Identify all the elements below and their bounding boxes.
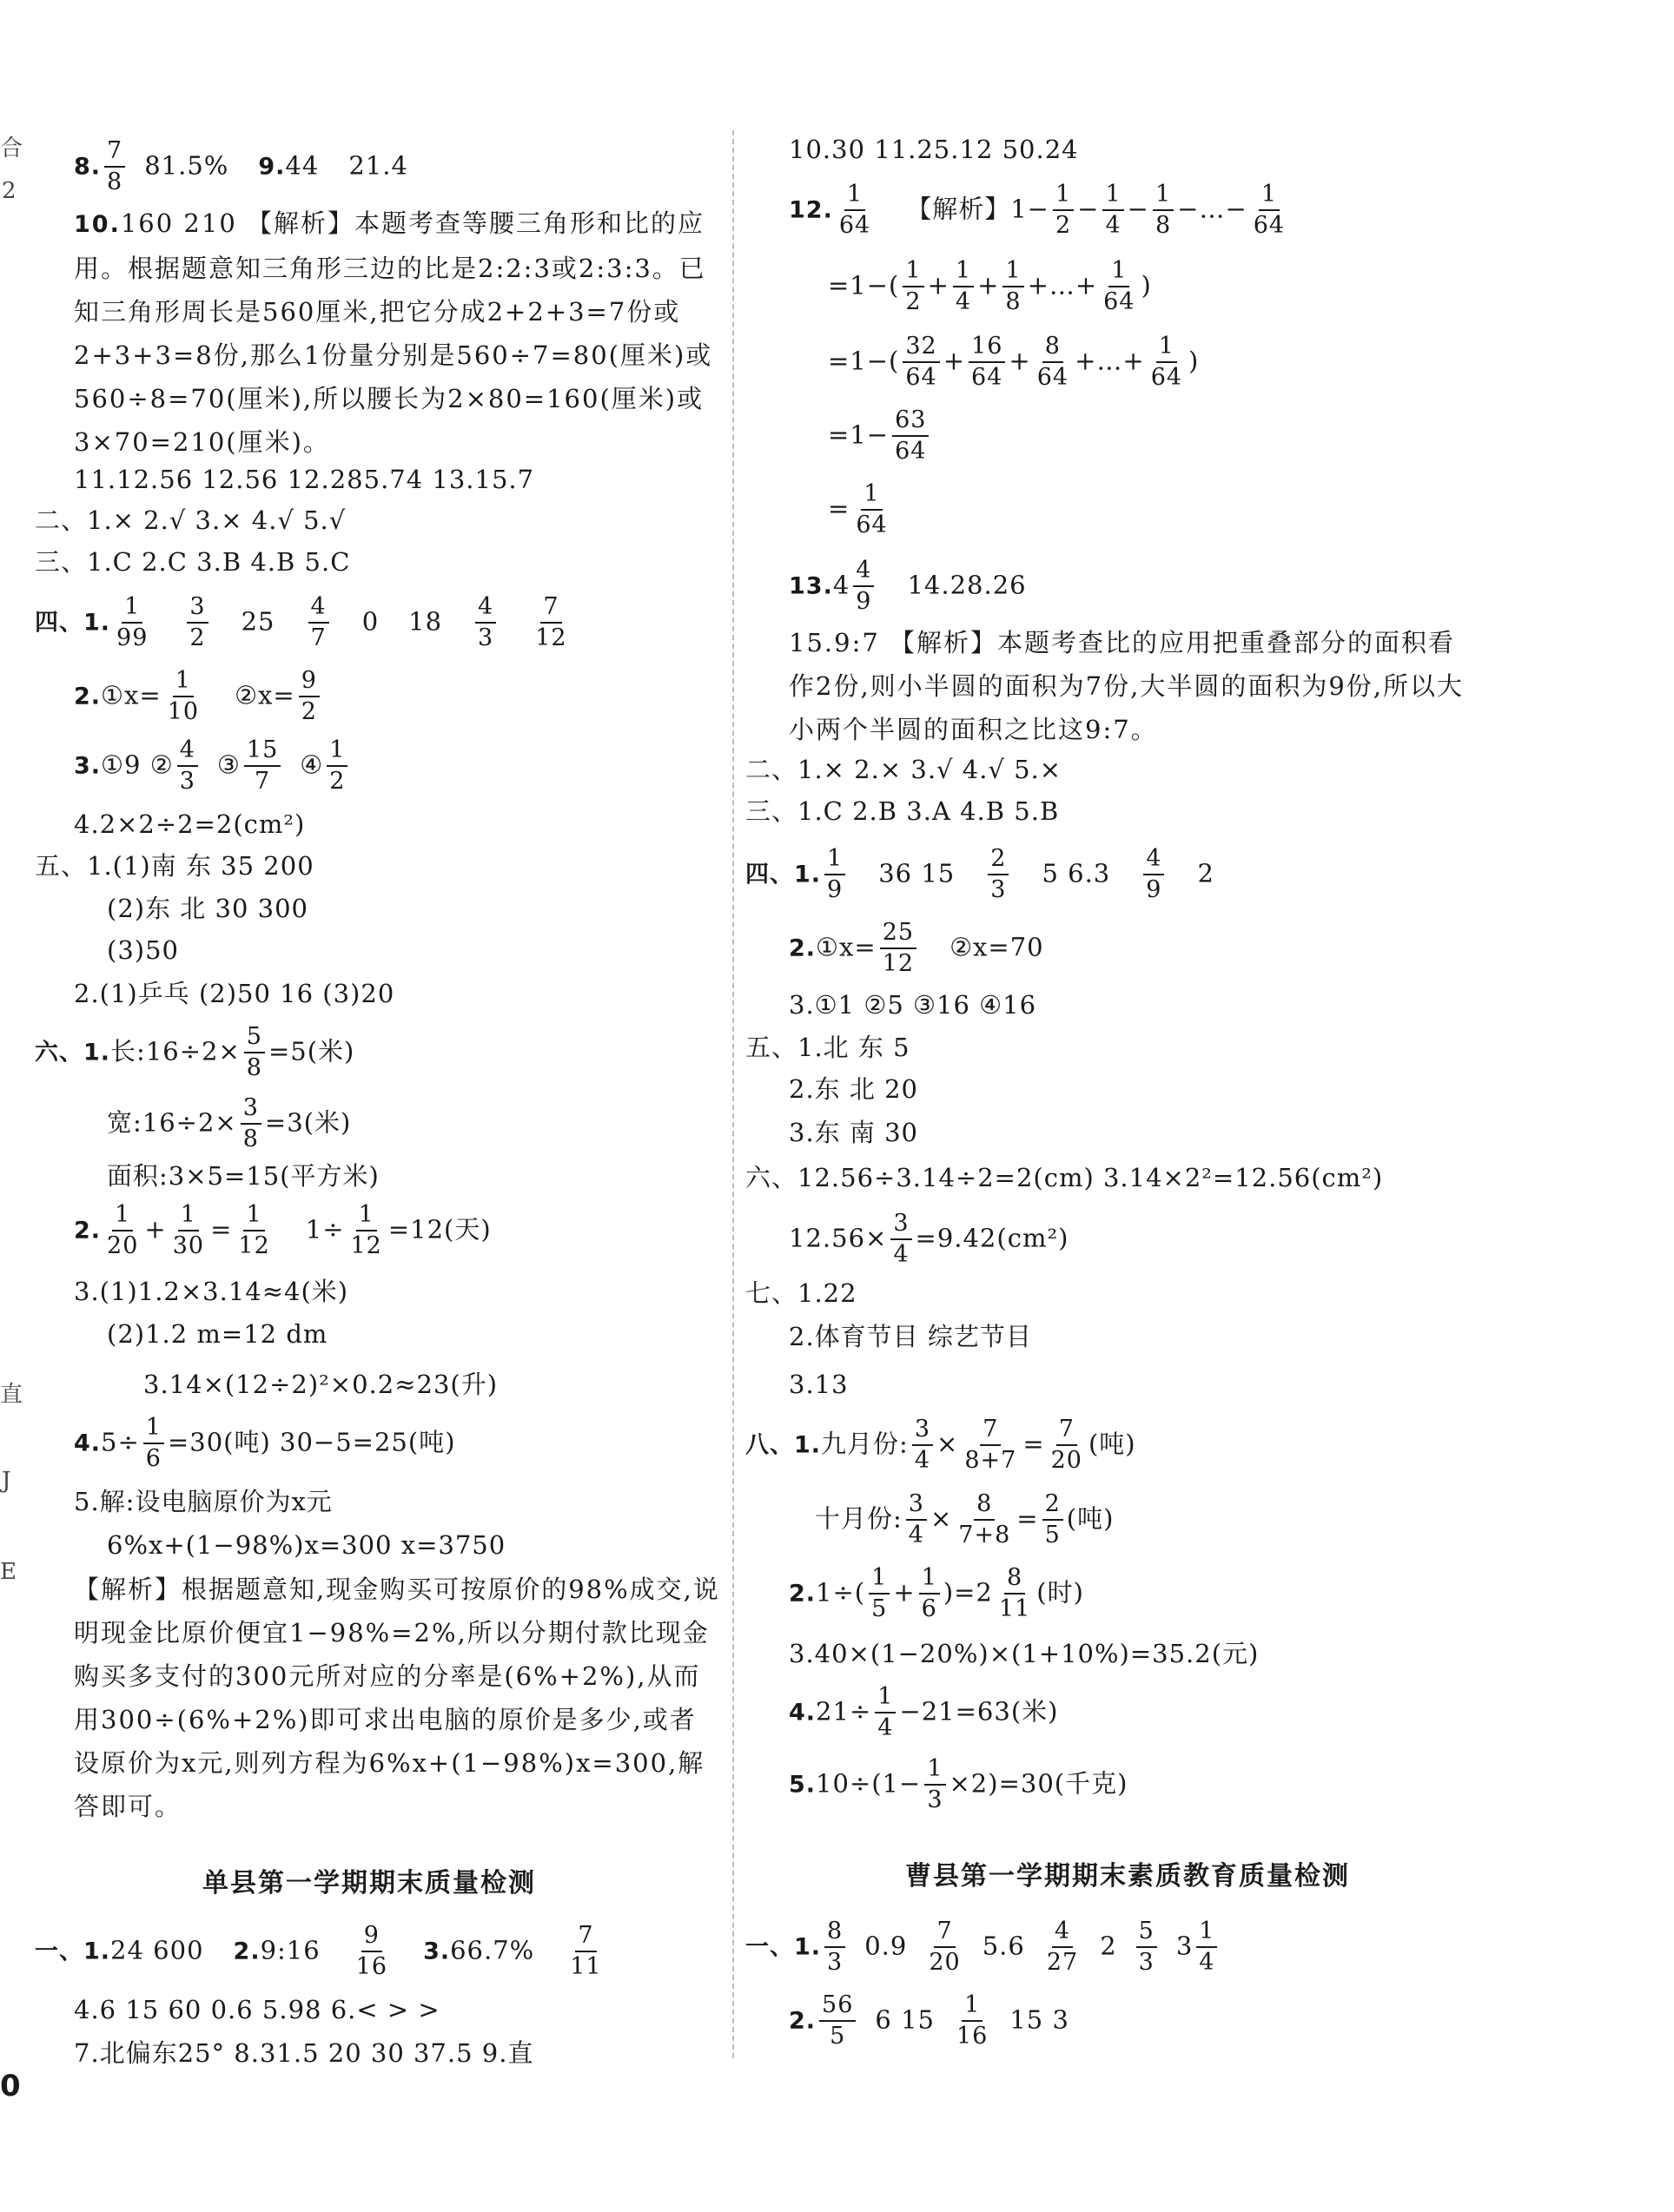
answer-line: 四、1. $\frac{1}{9}$ 36 15 $\frac{2}{3}$ 5 6.3 $\frac{4}{9}$ 2 [745, 845, 1214, 904]
answer-line: 8. $\frac{7}{8}$ 81.5% 9.44 21.4 [74, 137, 408, 196]
edge-fragment: 2 [2, 178, 17, 204]
answer-line: 11.12.56 12.56 12.285.74 13.15.7 [74, 465, 535, 494]
answer-line: (2)东 北 30 300 [107, 894, 308, 923]
answer-line: (3)50 [107, 935, 179, 965]
answer-line: 4.6 15 60 0.6 5.98 6.< > > [74, 1995, 440, 2024]
answer-paragraph: 10.160 210 【解析】本题考查等腰三角形和比的应用。根据题意知三角形三边的比是2:2:3或2:3:3。已知三角形周长是560厘米,把它分成2+2+3=7份或2+3+3=8份,那么1份量分别是560÷7=80(厘米)或560÷8=70(厘米),所以腰长为2×80=160(厘米)或3×70=210(厘米)。 [74, 208, 713, 457]
edge-fragment: J [2, 1468, 11, 1494]
answer-line: 四、1. $\frac{1}{99}$ $\frac{3}{2}$ 25 $\frac{4}{7}$ 0 18 $\frac{4}{3}$ $\frac{7}{12}$ [35, 593, 567, 652]
answer-line: 一、1. $\frac{8}{3}$ 0.9 $\frac{7}{20}$ 5.6 $\frac{4}{27}$ 2 $\frac{5}{3}$ 3 $\frac{1}{4}$ [745, 1919, 1221, 1976]
answer-line: 4.2×2÷2=2(cm²) [74, 809, 306, 839]
answer-line: 七、1.22 [745, 1278, 857, 1308]
answer-line: =1−( $\frac{32}{64}$ + $\frac{16}{64}$ + $\frac{8}{64}$ +…+ $\frac{1}{64}$ ) [828, 333, 1200, 392]
answer-line: 2.(1)乒乓 (2)50 16 (3)20 [74, 979, 395, 1008]
answer-line: 7.北偏东25° 8.31.5 20 30 37.5 9.直 [74, 2038, 534, 2068]
answer-line: 3.40×(1−20%)×(1+10%)=35.2(元) [789, 1639, 1260, 1668]
answer-line: 4.21÷ $\frac{1}{4}$ −21=63(米) [789, 1683, 1059, 1742]
answer-line: 12. $\frac{1}{64}$ 【解析】1− $\frac{1}{2}$ − $\frac{1}{4}$ − $\frac{1}{8}$ −…− $\frac{1}{64}$ [789, 181, 1286, 240]
answer-line: 6%x+(1−98%)x=300 x=3750 [107, 1530, 506, 1560]
answer-line: 八、1.九月份: $\frac{3}{4}$ × $\frac{7}{8+7}$ = $\frac{7}{20}$ (吨) [745, 1416, 1136, 1475]
answer-line: 2.东 北 20 [789, 1074, 919, 1104]
section-heading: 单县第一学期期末质量检测 [202, 1868, 536, 1898]
answer-line: =1−( $\frac{1}{2}$ + $\frac{1}{4}$ + $\frac{1}{8}$ +…+ $\frac{1}{64}$ ) [828, 257, 1152, 316]
answer-line: = $\frac{1}{64}$ [828, 480, 888, 539]
section-heading: 曹县第一学期期末素质教育质量检测 [905, 1861, 1350, 1892]
answer-line: 3.东 南 30 [789, 1118, 919, 1147]
answer-line: 宽:16÷2× $\frac{3}{8}$ =3(米) [107, 1094, 352, 1153]
answer-line: 三、1.C 2.C 3.B 4.B 5.C [35, 547, 351, 577]
answer-line: 三、1.C 2.B 3.A 4.B 5.B [745, 796, 1060, 826]
answer-line: 六、1.长:16÷2× $\frac{5}{8}$ =5(米) [35, 1023, 355, 1082]
answer-line: 二、1.× 2.× 3.√ 4.√ 5.× [745, 755, 1062, 784]
answer-line: 六、12.56÷3.14÷2=2(cm) 3.14×2²=12.56(cm²) [745, 1163, 1384, 1192]
answer-line: (2)1.2 m=12 dm [107, 1319, 328, 1349]
edge-fragment: 合 [0, 135, 23, 162]
answer-line: 4.5÷ $\frac{1}{6}$ =30(吨) 30−5=25(吨) [74, 1414, 456, 1473]
answer-line: 3.①9 ② $\frac{4}{3}$ ③ $\frac{15}{7}$ ④ $\frac{1}{2}$ [74, 738, 351, 795]
analysis-paragraph: 【解析】根据题意知,现金购买可按原价的98%成交,说明现金比原价便宜1−98%=2%,所以分期付款比现金购买多支付的300元所对应的分率是(6%+2%),从而用300÷(6%+2%)即可求出电脑的原价是多少,或者设原价为x元,则列方程为6%x+(1−98%)x=300,解答即可。 [74, 1575, 720, 1821]
answer-line: 2. $\frac{56}{5}$ 6 15 $\frac{1}{16}$ 15 3 [789, 1991, 1069, 2050]
answer-line: 3.14×(12÷2)²×0.2≈23(升) [143, 1370, 499, 1399]
answer-line: 3.①1 ②5 ③16 ④16 [789, 990, 1037, 1020]
answer-line: 十月份: $\frac{3}{4}$ × $\frac{8}{7+8}$ = $\frac{2}{5}$ (吨) [815, 1490, 1115, 1549]
answer-line: 5.10÷(1− $\frac{1}{3}$ ×2)=30(千克) [789, 1755, 1128, 1814]
edge-fragment: 直 [0, 1382, 23, 1408]
answer-line: 5.解:设电脑原价为x元 [74, 1487, 333, 1516]
edge-fragment: E [0, 1559, 17, 1585]
answer-line: 面积:3×5=15(平方米) [107, 1161, 380, 1191]
answer-line: 2.体育节目 综艺节目 [789, 1322, 1032, 1351]
answer-line: 10.30 11.25.12 50.24 [789, 135, 1079, 164]
answer-line: 2.1÷( $\frac{1}{5}$ + $\frac{1}{6}$ )=2 $\frac{8}{11}$ (时) [789, 1564, 1084, 1623]
answer-line: 2.①x= $\frac{1}{10}$ ②x= $\frac{9}{2}$ [74, 669, 323, 725]
answer-line: 2.①x= $\frac{25}{12}$ ②x=70 [789, 919, 1044, 978]
page-number: 0 [0, 2069, 21, 2103]
answer-line: 12.56× $\frac{3}{4}$ =9.42(cm²) [789, 1210, 1069, 1269]
answer-line: 二、1.× 2.√ 3.× 4.√ 5.√ [35, 505, 347, 535]
answer-line: 五、1.(1)南 东 35 200 [35, 851, 314, 881]
answer-line: 3.(1)1.2×3.14≈4(米) [74, 1277, 349, 1306]
answer-line: 13.4 $\frac{4}{9}$ 14.28.26 [789, 557, 1027, 616]
answer-line: 五、1.北 东 5 [745, 1033, 910, 1062]
answer-line: 一、1.24 600 2.9:16 $\frac{9}{16}$ 3.66.7% $\frac{7}{11}$ [35, 1922, 602, 1981]
answer-line: =1− $\frac{63}{64}$ [828, 408, 932, 465]
answer-line: 3.13 [789, 1370, 849, 1399]
column-divider [732, 130, 734, 2058]
answer-line: 2. $\frac{1}{20}$ + $\frac{1}{30}$ = $\frac{1}{12}$ 1÷ $\frac{1}{12}$ =12(天) [74, 1201, 492, 1260]
analysis-paragraph: 15.9:7 【解析】本题考查比的应用把重叠部分的面积看作2份,则小半圆的面积为7份,大半圆的面积为9份,所以大小两个半圆的面积之比这9:7。 [789, 628, 1465, 744]
